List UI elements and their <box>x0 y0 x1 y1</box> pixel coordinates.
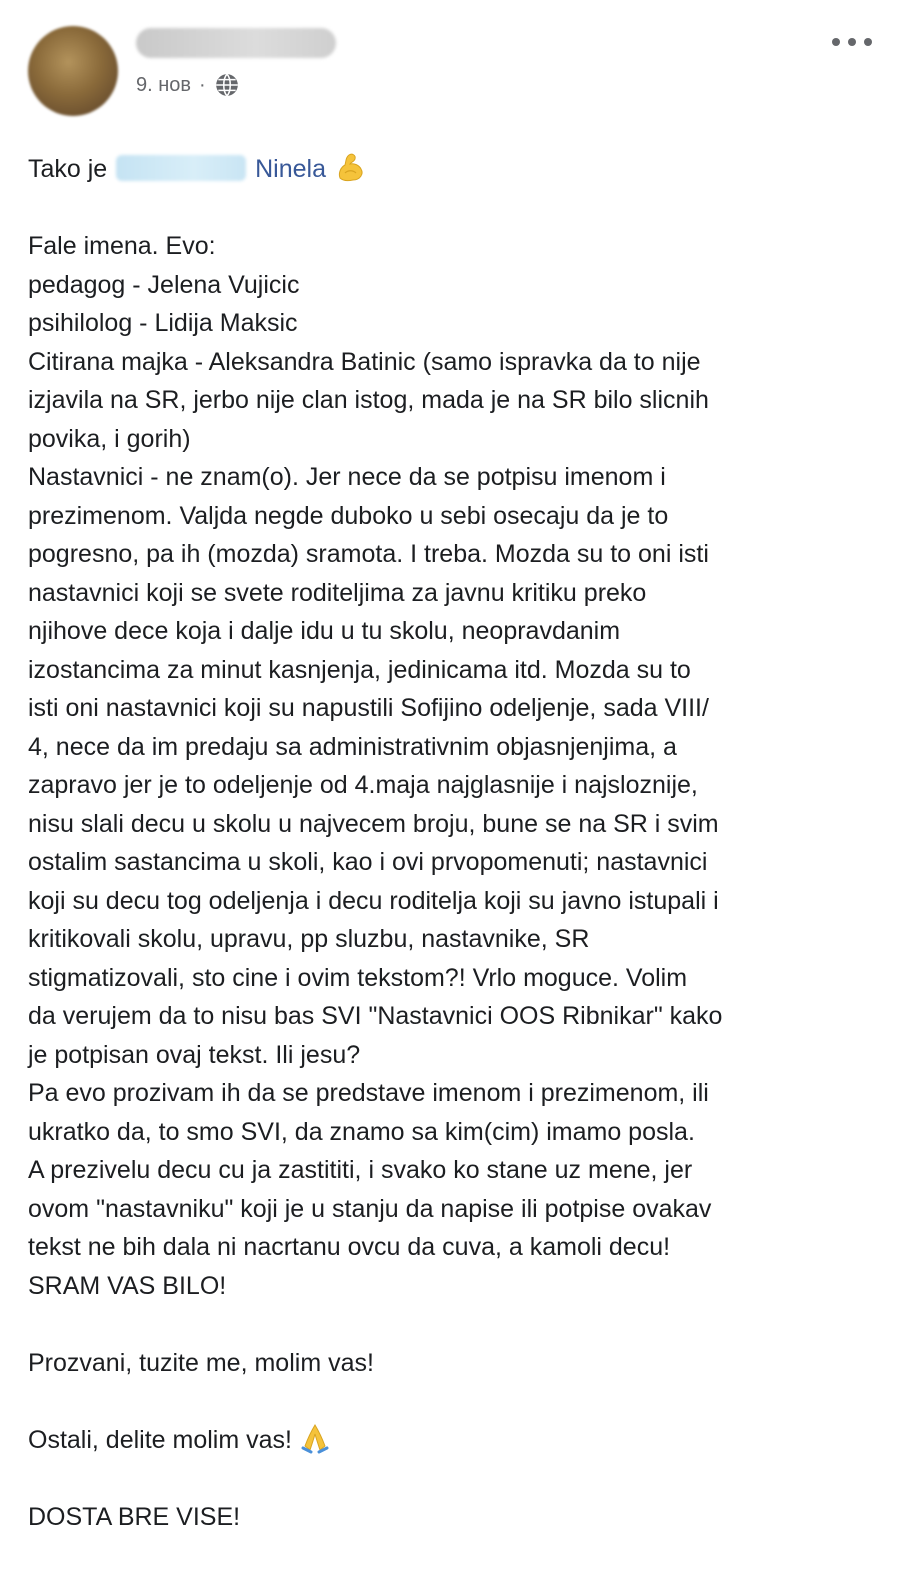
post-text-line: nisu slali decu u skolu u najvecem broju, bune se na SR i svim <box>28 809 719 838</box>
post-text-line: A prezivelu decu cu ja zastititi, i svako ko stane uz mene, jer <box>28 1156 693 1184</box>
closing-line-2-text: Ostali, delite molim vas! <box>28 1425 292 1454</box>
post-text-line: ukratko da, to smo SVI, da znamo sa kim(cim) imamo posla. <box>28 1117 695 1146</box>
post-text-line: kritikovali skolu, upravu, pp sluzbu, nastavnike, SR <box>28 925 590 953</box>
post-text-line: Pa evo prozivam ih da se predstave imenom i prezimenom, ili <box>28 1079 709 1107</box>
blank-line <box>28 1459 878 1498</box>
post-text-line: zapravo jer je to odeljenje od 4.maja najglasnije i najsloznije, <box>28 771 698 799</box>
mention-link[interactable]: Ninela <box>255 155 326 183</box>
closing-line-2 <box>28 1421 878 1460</box>
globe-icon[interactable] <box>214 72 240 98</box>
post-text-line: stigmatizovali, sto cine i ovim tekstom?! Vrlo moguce. Volim <box>28 963 688 992</box>
post-text-line: izjavila na SR, jerbo nije clan istog, mada je na SR bilo slicnih <box>28 386 709 414</box>
post-text-line: Citirana majka - Aleksandra Batinic (samo ispravka da to nije <box>28 347 701 376</box>
post-header <box>28 20 872 120</box>
post-text-line: nastavnici koji se svete roditeljima za javnu kritiku preko <box>28 578 647 607</box>
post-text-line: je potpisan ovaj tekst. Ili jesu? <box>28 1040 361 1069</box>
post-text-line: pedagog - Jelena Vujicic <box>28 270 300 299</box>
author-name-redacted[interactable] <box>136 28 336 58</box>
post-text-line: Nastavnici - ne znam(o). Jer nece da se potpisu imenom i <box>28 463 666 491</box>
blank-line <box>28 1305 878 1344</box>
post-text-line: izostancima za minut kasnjenja, jedinicama itd. Mozda su to <box>28 655 691 684</box>
post-text-line: tekst ne bih dala ni nacrtanu ovcu da cuva, a kamoli decu! <box>28 1233 671 1261</box>
tag-line <box>28 150 878 189</box>
mention-redacted[interactable] <box>116 155 246 181</box>
post-text-line: SRAM VAS BILO! <box>28 1271 227 1300</box>
post-text-line: psihilolog - Lidija Maksic <box>28 309 298 337</box>
flexed-biceps-emoji <box>334 151 368 183</box>
post-text-line: da verujem da to nisu bas SVI "Nastavnici OOS Ribnikar" kako <box>28 1002 723 1030</box>
folded-hands-emoji <box>300 1422 330 1454</box>
post-text-line: pogresno, pa ih (mozda) sramota. I treba. Mozda su to oni isti <box>28 540 709 568</box>
post-meta <box>136 72 240 98</box>
post-text-line: koji su decu tog odeljenja i decu roditelja koji su javno istupali i <box>28 886 719 915</box>
more-dots-icon[interactable] <box>832 34 872 50</box>
post-body <box>28 150 878 1536</box>
post-text-line: njihove dece koja i dalje idu u tu skolu, neopravdanim <box>28 617 621 645</box>
post-text-line: isti oni nastavnici koji su napustili Sofijino odeljenje, sada VIII/ <box>28 694 709 722</box>
closing-line-1: Prozvani, tuzite me, molim vas! <box>28 1348 374 1377</box>
post-text-line: prezimenom. Valjda negde duboko u sebi osecaju da je to <box>28 501 669 530</box>
meta-separator: · <box>199 73 206 96</box>
post-text-line: Fale imena. Evo: <box>28 232 216 260</box>
blank-line <box>28 189 878 228</box>
closing-line-3: DOSTA BRE VISE! <box>28 1502 241 1531</box>
avatar[interactable] <box>28 26 118 116</box>
tag-prefix: Tako je <box>28 155 115 183</box>
post-text-line: ostalim sastancima u skoli, kao i ovi prvopomenuti; nastavnici <box>28 848 708 876</box>
post-date[interactable]: 9. нов <box>136 73 192 96</box>
post-text-line: 4, nece da im predaju sa administrativnim objasnjenjima, a <box>28 732 677 761</box>
post-text-lines <box>28 227 878 1305</box>
post-text-line: povika, i gorih) <box>28 424 191 453</box>
post-text-line: ovom "nastavniku" koji je u stanju da napise ili potpise ovakav <box>28 1194 712 1223</box>
blank-line <box>28 1382 878 1421</box>
